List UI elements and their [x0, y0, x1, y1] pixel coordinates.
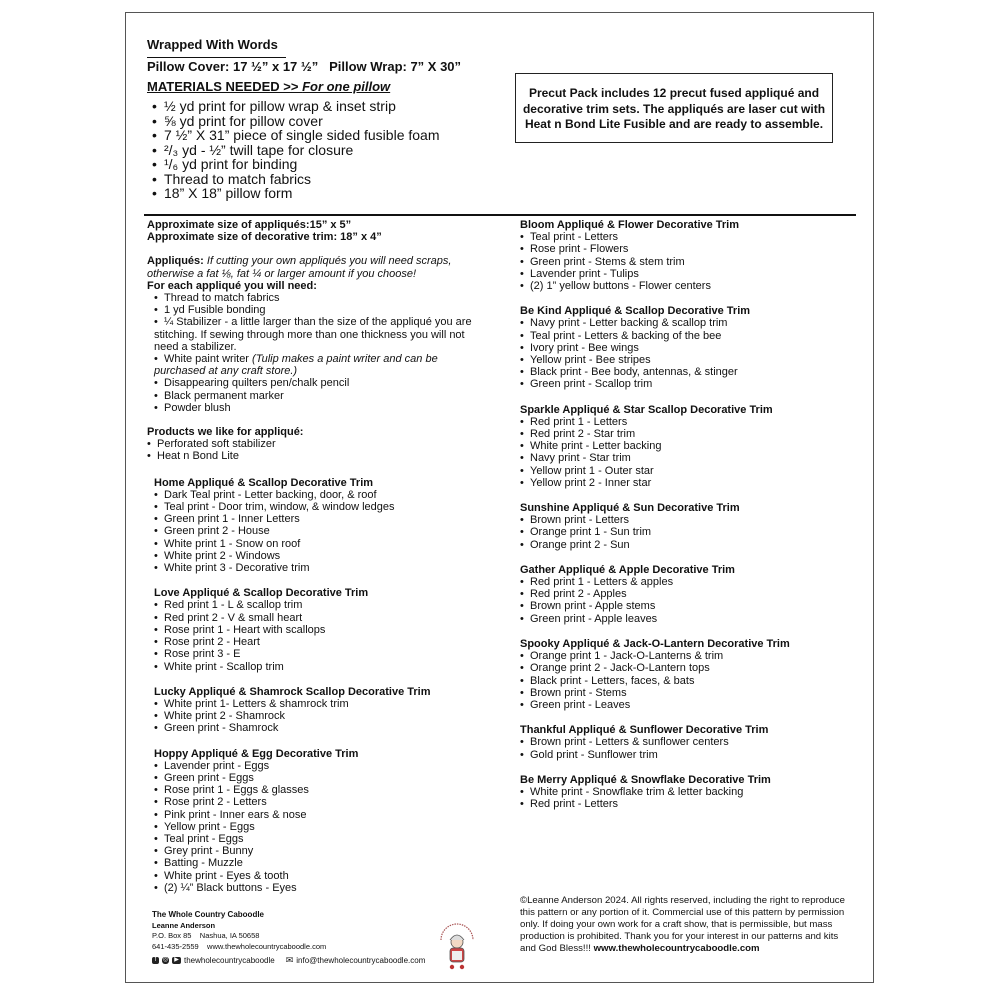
section-title: Sunshine Appliqué & Sun Decorative Trim [520, 502, 740, 515]
fabric-item-text: Lavender print - Tulips [530, 267, 639, 280]
fabric-item-text: Red print 1 - Letters [530, 415, 628, 428]
fabric-item-text: Red print 2 - Apples [530, 588, 627, 601]
fabric-item [520, 650, 850, 662]
section-title: Spooky Appliqué & Jack-O-Lantern Decorative Trim [520, 637, 790, 650]
fabric-item-text: Red print 1 - Letters & apples [530, 576, 674, 589]
fabric-item [520, 231, 850, 243]
fabric-list [520, 317, 850, 390]
section-title: Home Appliqué & Scallop Decorative Trim [154, 476, 374, 489]
supply-item-text: Black permanent marker [164, 389, 284, 402]
fabric-item-text: Teal print - Letters [530, 231, 619, 244]
fabric-item-text: Grey print - Bunny [164, 845, 254, 858]
email-address[interactable]: info@thewholecountrycaboodle.com [296, 956, 426, 965]
fabric-item-text: Yellow print 1 - Outer star [530, 464, 654, 477]
fabric-item [520, 452, 850, 464]
fabric-list [520, 736, 850, 760]
email-icon: ✉ [285, 955, 294, 965]
fabric-item-text: Navy print - Letter backing & scallop trim [530, 317, 728, 330]
fabric-item [154, 562, 487, 574]
fabric-item-text: Rose print 2 - Heart [164, 636, 260, 649]
social-row [152, 955, 425, 966]
pattern-page [125, 12, 874, 983]
fabric-item-text: Rose print 3 - E [164, 648, 241, 661]
applique-section [154, 686, 487, 735]
fabric-item [154, 857, 487, 869]
fabric-item [154, 489, 487, 501]
contact-block [152, 910, 326, 952]
material-item [152, 186, 440, 201]
product-item-text: Heat n Bond Lite [157, 450, 239, 463]
product-item [147, 438, 487, 450]
fabric-item [154, 870, 487, 882]
fabric-item-text: Black print - Bee body, antennas, & stinger [530, 366, 738, 379]
fabric-item-text: White print - Letter backing [530, 440, 662, 453]
fabric-item-text: Brown print - Apple stems [530, 600, 656, 613]
fabric-item [154, 550, 487, 562]
applique-section [520, 638, 850, 711]
fabric-list [154, 599, 487, 672]
fabric-item-text: Orange print 2 - Jack-O-Lantern tops [530, 662, 710, 675]
fabric-item-text: Black print - Letters, faces, & bats [530, 674, 695, 687]
fabric-item [520, 699, 850, 711]
material-item-text: ²/₃ yd - ½” twill tape for closure [164, 141, 354, 158]
fabric-item [520, 243, 850, 255]
fabric-item-text: Red print 1 - L & scallop trim [164, 599, 303, 612]
fabric-item-text: White print 3 - Decorative trim [164, 562, 310, 575]
fabric-item [154, 821, 487, 833]
fabric-item-text: White print - Scallop trim [164, 660, 284, 673]
fabric-item-text: White print - Snowflake trim & letter backing [530, 785, 744, 798]
mailing-address: P.O. Box 85 Nashua, IA 50658 [152, 931, 260, 940]
fabric-item-text: (2) ¼” Black buttons - Eyes [164, 881, 297, 894]
supply-item-text: Thread to match fabrics [164, 292, 280, 305]
fabric-item-text: Green print 1 - Inner Letters [164, 513, 300, 526]
applique-note [147, 255, 487, 279]
fabric-item [154, 796, 487, 808]
fabric-item [154, 760, 487, 772]
fabric-list [154, 489, 487, 574]
applique-size: Approximate size of appliqués:15” x 5” [147, 219, 352, 231]
fabric-item-text: Orange print 2 - Sun [530, 538, 630, 551]
fabric-item [520, 280, 850, 292]
fabric-item-text: Green print 2 - House [164, 525, 270, 538]
supply-item [147, 390, 487, 402]
title-underline [147, 57, 286, 58]
fabric-item [520, 675, 850, 687]
supply-item [147, 377, 487, 389]
fabric-item-text: Green print - Scallop trim [530, 378, 653, 391]
fabric-item-text: Rose print - Flowers [530, 243, 629, 256]
fabric-item-text: Green print - Eggs [164, 771, 254, 784]
section-title: Thankful Appliqué & Sunflower Decorative Trim [520, 724, 769, 737]
fabric-item [520, 428, 850, 440]
fabric-item-text: Yellow print 2 - Inner star [530, 476, 652, 489]
materials-heading-label: MATERIALS NEEDED >> [147, 79, 303, 94]
fabric-item-text: White print 1- Letters & shamrock trim [164, 697, 349, 710]
supply-item [147, 402, 487, 414]
fabric-item [520, 600, 850, 612]
fabric-item [154, 772, 487, 784]
applique-section [520, 404, 850, 489]
right-column [520, 219, 850, 823]
supply-item [147, 304, 487, 316]
supply-item [147, 292, 487, 304]
applique-note-text: If cutting your own appliqués you will need scraps, otherwise a fat ⅛, fat ¼ or larger amount if you choose! [147, 255, 452, 280]
pattern-title: Wrapped With Words [147, 37, 278, 52]
pillow-dimensions: Pillow Cover: 17 ½” x 17 ½” Pillow Wrap: 7” X 30” [147, 59, 462, 74]
fabric-list [520, 786, 850, 810]
section-title: Be Merry Appliqué & Snowflake Decorative Trim [520, 773, 771, 786]
fabric-item [154, 661, 487, 673]
fabric-item [520, 539, 850, 551]
product-item [147, 450, 487, 462]
fabric-item [154, 845, 487, 857]
material-item [152, 114, 440, 129]
material-item-text: ¹/₆ yd print for binding [164, 156, 298, 172]
materials-heading-italic: For one pillow [302, 79, 391, 94]
social-handle[interactable]: thewholecountrycaboodle [184, 956, 275, 965]
each-applique-heading: For each appliqué you will need: [147, 279, 317, 292]
fabric-item-text: Ivory print - Bee wings [530, 341, 639, 354]
fabric-item [520, 342, 850, 354]
applique-section [520, 564, 850, 625]
paint-writer-note: (Tulip makes a paint writer and can be purchased at any craft store.) [154, 353, 438, 378]
fabric-item [520, 354, 850, 366]
fabric-item-text: Yellow print - Bee stripes [530, 354, 651, 367]
fabric-item [520, 366, 850, 378]
products-list [147, 438, 487, 462]
fabric-item-text: Red print 2 - V & small heart [164, 611, 303, 624]
fabric-item [520, 378, 850, 390]
supply-item-text: Disappearing quilters pen/chalk pencil [164, 377, 350, 390]
caboodle-logo [437, 918, 477, 973]
fabric-item-text: Teal print - Door trim, window, & window ledges [164, 501, 395, 514]
fabric-item [154, 525, 487, 537]
applique-section [520, 502, 850, 551]
fabric-item [520, 256, 850, 268]
fabric-item [154, 710, 487, 722]
fabric-item [520, 465, 850, 477]
fabric-item-text: White print - Eyes & tooth [164, 869, 289, 882]
fabric-item-text: Red print - Letters [530, 798, 619, 811]
fabric-item-text: Brown print - Letters [530, 514, 630, 527]
supply-item-text: 1 yd Fusible bonding [164, 304, 266, 317]
material-item [152, 128, 440, 143]
fabric-list [520, 514, 850, 551]
trim-size: Approximate size of decorative trim: 18” x 4” [147, 231, 382, 244]
fabric-item [154, 538, 487, 550]
products-heading: Products we like for appliqué: [147, 426, 304, 439]
fabric-item [520, 588, 850, 600]
applique-section [520, 774, 850, 811]
applique-section [154, 748, 487, 894]
copyright-text: ©Leanne Anderson 2024. All rights reserved, including the right to reproduce this pattern or any portion of it. Commercial use of this pattern by permission only. If doing your own work for a craft show, that is permissible, but mass production is prohibited. Thank you for your interest in our patterns and kits and God Bless!!! [520, 895, 845, 954]
fabric-item-text: Green print - Leaves [530, 698, 631, 711]
supply-item-text: Powder blush [164, 401, 231, 414]
fabric-item [520, 576, 850, 588]
material-item [152, 143, 440, 158]
applique-section [520, 724, 850, 761]
fabric-item [154, 612, 487, 624]
section-title: Lucky Appliqué & Shamrock Scallop Decorative Trim [154, 685, 431, 698]
applique-section [154, 587, 487, 672]
copyright-notice [520, 895, 852, 955]
left-sections [147, 477, 487, 894]
fabric-item-text: White print 1 - Snow on roof [164, 537, 301, 550]
fabric-item [520, 613, 850, 625]
materials-heading [147, 79, 390, 94]
each-applique-list [147, 292, 487, 414]
supply-item [147, 353, 487, 377]
fabric-item [154, 784, 487, 796]
fabric-item [154, 809, 487, 821]
fabric-list [520, 576, 850, 625]
product-item-text: Perforated soft stabilizer [157, 438, 276, 451]
material-item-text: 18” X 18” pillow form [164, 185, 293, 201]
fabric-item [154, 599, 487, 611]
applique-section [520, 219, 850, 292]
fabric-item [520, 317, 850, 329]
fabric-item [520, 662, 850, 674]
applique-section [154, 477, 487, 575]
fabric-list [154, 698, 487, 735]
fabric-item-text: Rose print 1 - Eggs & glasses [164, 784, 309, 797]
fabric-item [520, 514, 850, 526]
phone-website: 641-435-2559 www.thewholecountrycaboodle.com [152, 941, 327, 951]
company-name: The Whole Country Caboodle [152, 910, 264, 919]
fabric-item [520, 416, 850, 428]
fabric-item [154, 501, 487, 513]
youtube-icon[interactable]: ▶ [172, 957, 181, 964]
fabric-item-text: Gold print - Sunflower trim [530, 748, 658, 761]
fabric-item [154, 513, 487, 525]
fabric-item-text: Brown print - Stems [530, 686, 627, 699]
fabric-item-text: White print 2 - Windows [164, 549, 281, 562]
fabric-item-text: Dark Teal print - Letter backing, door, & roof [164, 488, 377, 501]
fabric-list [154, 760, 487, 894]
facebook-icon[interactable]: f [152, 957, 159, 964]
fabric-item-text: Rose print 1 - Heart with scallops [164, 623, 326, 636]
fabric-item-text: Orange print 1 - Sun trim [530, 526, 652, 539]
fabric-item [520, 736, 850, 748]
fabric-item [520, 526, 850, 538]
section-title: Gather Appliqué & Apple Decorative Trim [520, 563, 735, 576]
fabric-item-text: Batting - Muzzle [164, 857, 243, 870]
fabric-item-text: Brown print - Letters & sunflower centers [530, 736, 729, 749]
fabric-item [154, 698, 487, 710]
material-item [152, 172, 440, 187]
fabric-item [154, 636, 487, 648]
fabric-item [520, 440, 850, 452]
copyright-website[interactable]: www.thewholecountrycaboodle.com [593, 943, 760, 954]
fabric-item-text: White print 2 - Shamrock [164, 710, 286, 723]
fabric-item-text: Lavender print - Eggs [164, 759, 270, 772]
supply-item [147, 316, 487, 353]
owner-name: Leanne Anderson [152, 920, 216, 930]
fabric-item-text: Teal print - Letters & backing of the bee [530, 329, 722, 342]
instagram-icon[interactable]: ◎ [162, 957, 169, 963]
fabric-item-text: Green print - Apple leaves [530, 612, 658, 625]
fabric-item-text: Red print 2 - Star trim [530, 428, 636, 441]
material-item [152, 99, 440, 114]
fabric-item-text: Pink print - Inner ears & nose [164, 808, 307, 821]
section-title: Love Appliqué & Scallop Decorative Trim [154, 587, 369, 600]
fabric-item [520, 786, 850, 798]
fabric-item-text: Green print - Shamrock [164, 722, 279, 735]
fabric-item [154, 624, 487, 636]
left-column [147, 219, 487, 907]
fabric-item-text: Rose print 2 - Letters [164, 796, 267, 809]
material-item-text: ½ yd print for pillow wrap & inset strip [164, 98, 396, 114]
section-title: Hoppy Appliqué & Egg Decorative Trim [154, 747, 359, 760]
supply-item-text: White paint writer [164, 353, 253, 366]
fabric-item-text: Navy print - Star trim [530, 452, 631, 465]
section-title: Be Kind Appliqué & Scallop Decorative Trim [520, 305, 751, 318]
section-title: Sparkle Appliqué & Star Scallop Decorative Trim [520, 403, 773, 416]
fabric-item [520, 798, 850, 810]
fabric-item [154, 648, 487, 660]
applique-section [520, 305, 850, 390]
material-item [152, 157, 440, 172]
material-item-text: Thread to match fabrics [164, 170, 312, 187]
supply-item-text: ¼ Stabilizer - a little larger than the size of the appliqué you are stitching. If sewing through more than one thickness you will not need a stabilizer. [154, 316, 472, 353]
section-divider [144, 214, 856, 216]
fabric-item [520, 330, 850, 342]
fabric-item [520, 687, 850, 699]
fabric-item [520, 477, 850, 489]
materials-list [152, 99, 440, 201]
fabric-item-text: Yellow print - Eggs [164, 820, 255, 833]
fabric-item-text: Orange print 1 - Jack-O-Lanterns & trim [530, 650, 724, 663]
fabric-item [154, 833, 487, 845]
fabric-list [520, 416, 850, 489]
fabric-item [154, 882, 487, 894]
section-title: Bloom Appliqué & Flower Decorative Trim [520, 219, 740, 231]
material-item-text: 7 ½” X 31” piece of single sided fusible foam [164, 127, 440, 143]
applique-label: Appliqués: [147, 255, 204, 268]
precut-pack-box: Precut Pack includes 12 precut fused appliqué and decorative trim sets. The appliqués are laser cut with Heat n Bond Lite Fusible and are ready to assemble. [515, 73, 833, 143]
fabric-item-text: Teal print - Eggs [164, 832, 244, 845]
material-item-text: ⅝ yd print for pillow cover [164, 112, 323, 129]
fabric-list [520, 231, 850, 292]
fabric-item [520, 268, 850, 280]
fabric-item [154, 722, 487, 734]
fabric-item-text: Green print - Stems & stem trim [530, 255, 685, 268]
fabric-item-text: (2) 1” yellow buttons - Flower centers [530, 280, 711, 293]
fabric-item [520, 749, 850, 761]
fabric-list [520, 650, 850, 711]
